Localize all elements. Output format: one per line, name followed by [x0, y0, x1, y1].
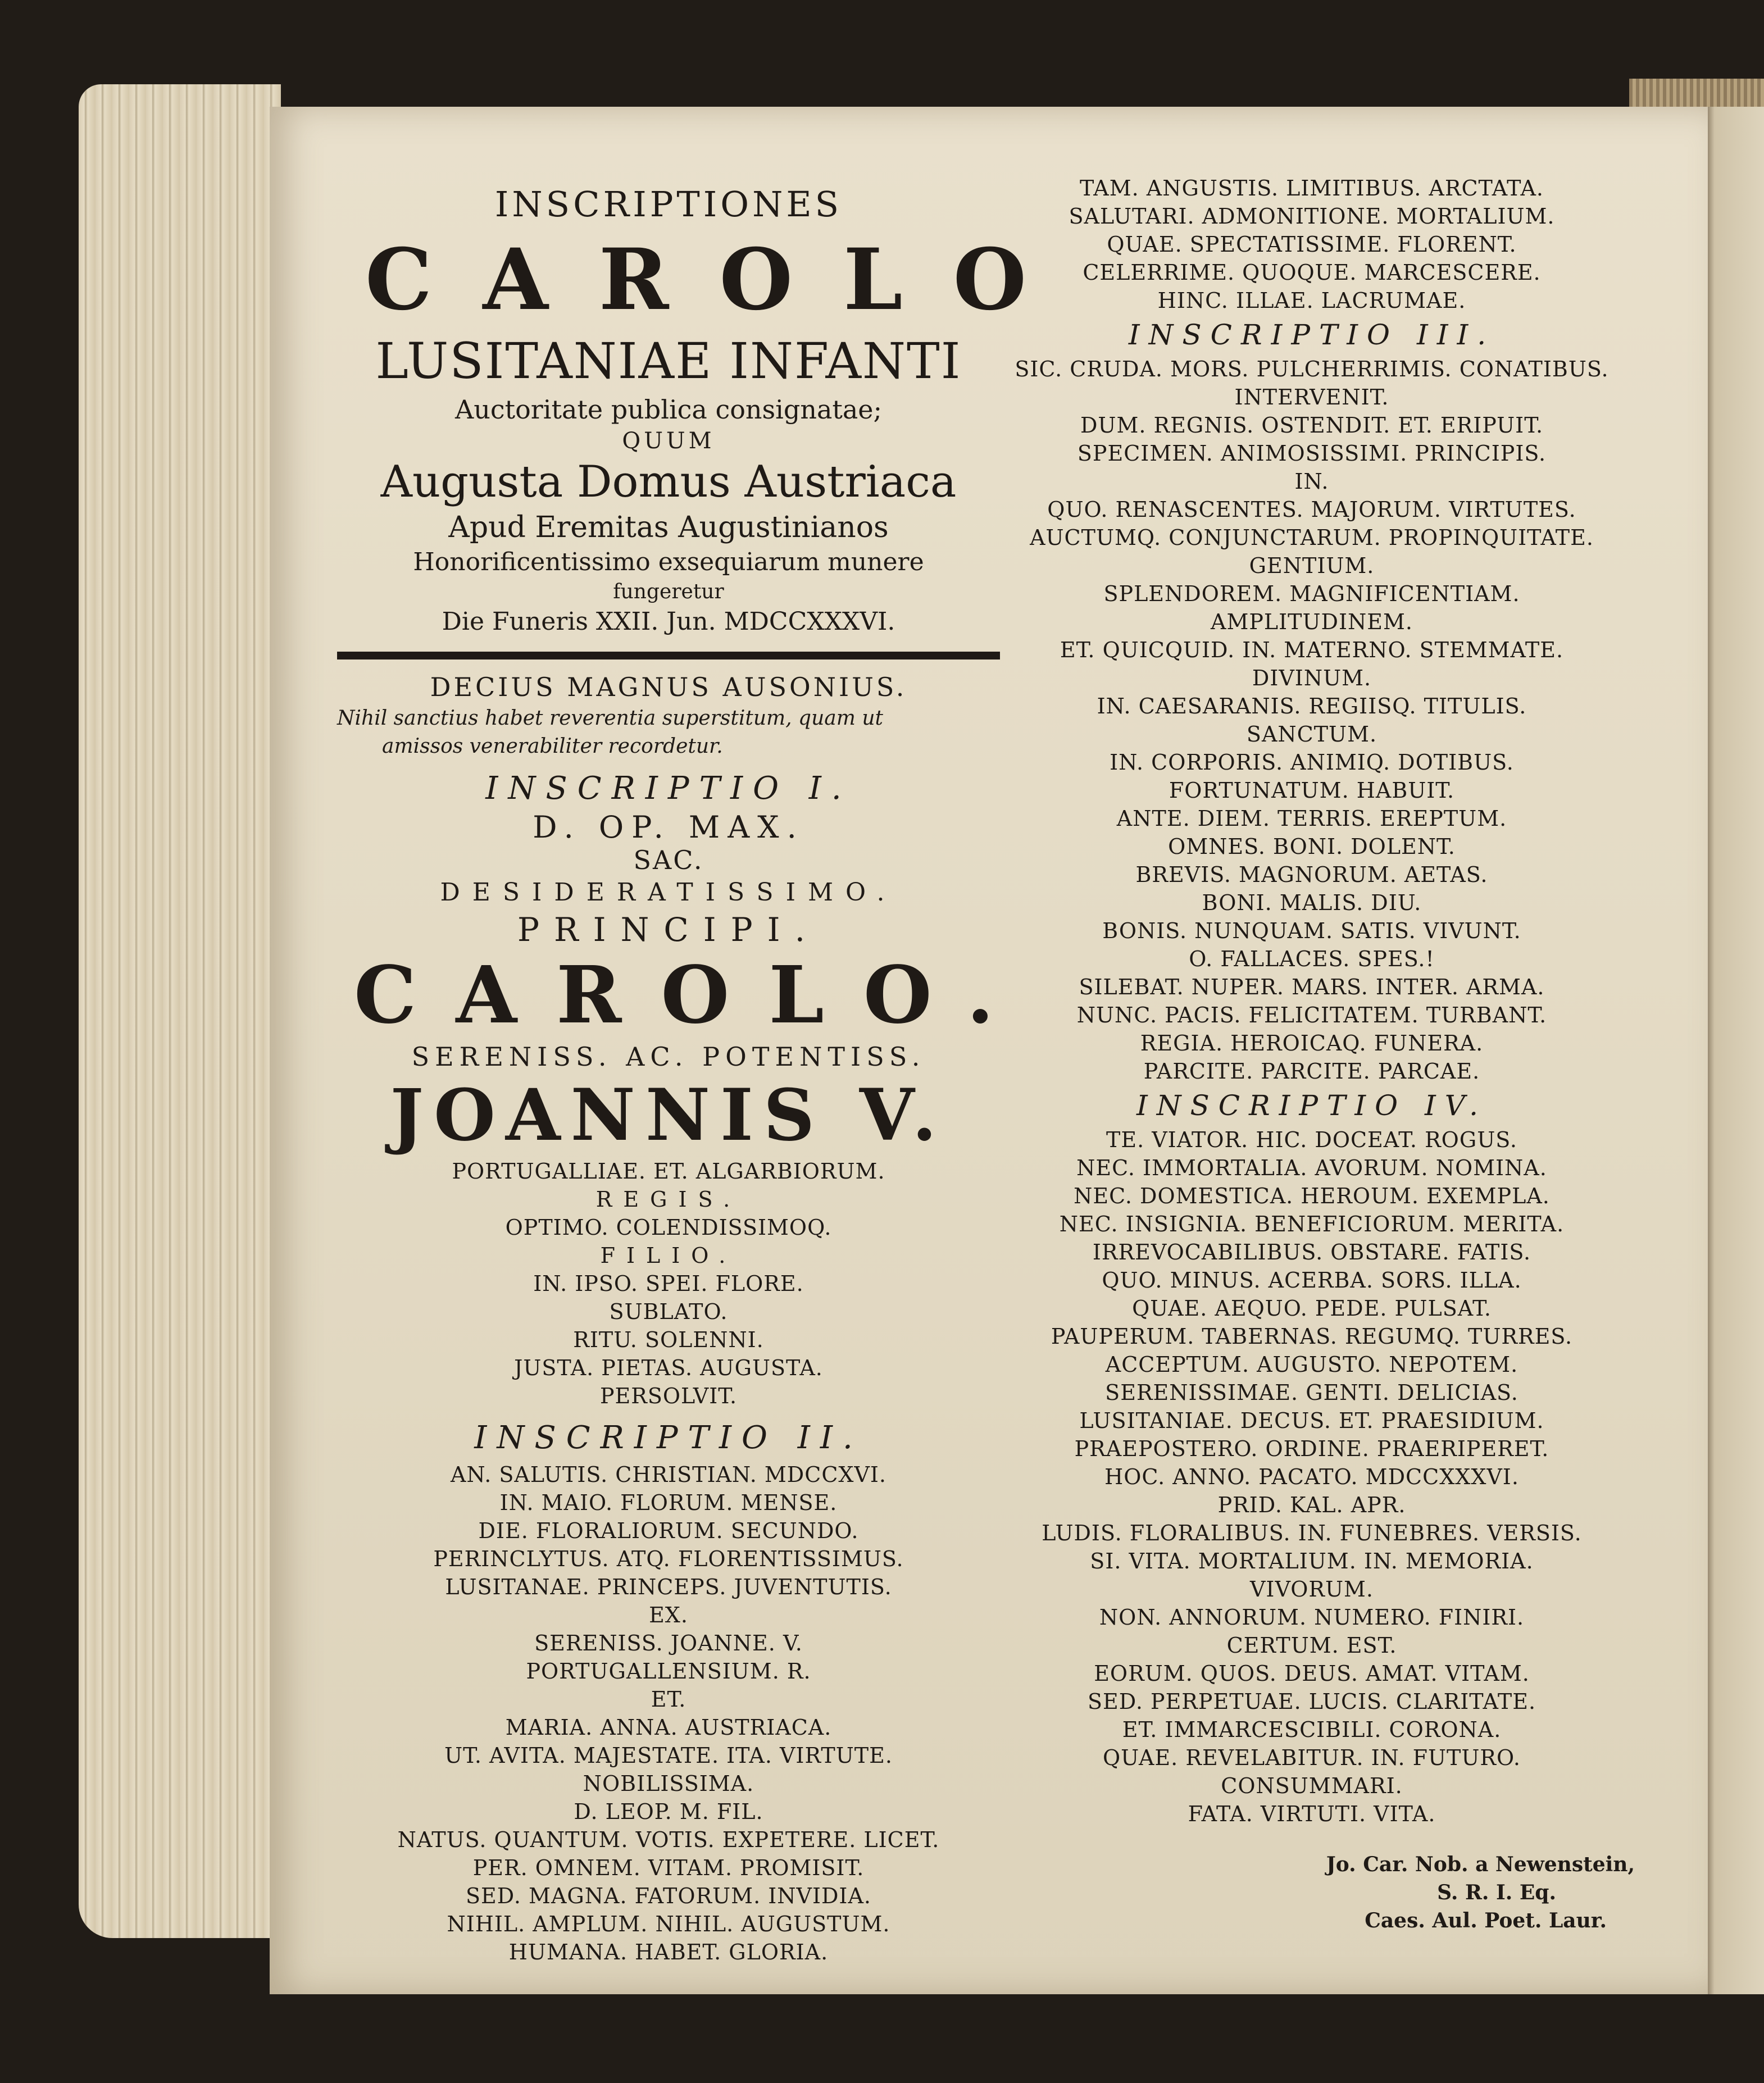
insc3-line: PARCITE. PARCITE. PARCAE.	[1143, 1059, 1480, 1084]
insc4-line: NEC. DOMESTICA. HEROUM. EXEMPLA.	[1074, 1184, 1550, 1208]
insc3-line: QUO. RENASCENTES. MAJORUM. VIRTUTES.	[1047, 497, 1576, 522]
insc1-line: FILIO.	[600, 1243, 737, 1268]
insc3-line: SIC. CRUDA. MORS. PULCHERRIMIS. CONATIBUS.	[1015, 357, 1609, 381]
insc3-line: NUNC. PACIS. FELICITATEM. TURBANT.	[1076, 1003, 1547, 1027]
insc1-name: CAROLO.	[354, 949, 1034, 1042]
insc3-line: ANTE. DIEM. TERRIS. EREPTUM.	[1116, 806, 1507, 831]
insc1-line: PERSOLVIT.	[599, 1384, 738, 1408]
subtitle: LUSITANIAE INFANTI	[375, 332, 962, 390]
insc3-line: SANCTUM.	[1246, 722, 1377, 747]
top-line: TAM. ANGUSTIS. LIMITIBUS. ARCTATA.	[1080, 176, 1544, 201]
insc1-line: REGIS.	[595, 1187, 742, 1212]
insc3-line: SPLENDOREM. MAGNIFICENTIAM.	[1103, 581, 1520, 606]
insc2-line: D. LEOP. M. FIL.	[574, 1799, 763, 1824]
insc3-line: ET. QUICQUID. IN. MATERNO. STEMMATE.	[1060, 638, 1564, 662]
line-honorificentissimo: Honorificentissimo exsequiarum munere	[413, 548, 924, 576]
insc2-line: NIHIL. AMPLUM. NIHIL. AUGUSTUM.	[447, 1912, 890, 1936]
insc3-line: AUCTUMQ. CONJUNCTARUM. PROPINQUITATE.	[1030, 525, 1594, 550]
facing-page	[1702, 107, 1764, 1994]
inscription-title: INSCRIPTIO I.	[485, 770, 852, 807]
insc3-line: GENTIUM.	[1249, 553, 1375, 578]
insc3-line: SPECIMEN. ANIMOSISSIMI. PRINCIPIS.	[1077, 441, 1547, 466]
inscription-title: INSCRIPTIO II.	[474, 1420, 863, 1456]
heading: INSCRIPTIONES	[494, 184, 843, 225]
insc3-line: DUM. REGNIS. OSTENDIT. ET. ERIPUIT.	[1080, 413, 1544, 438]
insc4-line: EORUM. QUOS. DEUS. AMAT. VITAM.	[1094, 1661, 1530, 1686]
insc3-line: OMNES. BONI. DOLENT.	[1168, 834, 1456, 859]
insc3-line: FORTUNATUM. HABUIT.	[1169, 778, 1455, 803]
inscription-title: INSCRIPTIO IV.	[1136, 1089, 1488, 1122]
insc4-line: QUO. MINUS. ACERBA. SORS. ILLA.	[1102, 1268, 1522, 1293]
insc1-line: SERENISS. AC. POTENTISS.	[411, 1042, 926, 1072]
insc2-line: PER. OMNEM. VITAM. PROMISIT.	[472, 1855, 865, 1880]
line-auctoritate: Auctoritate publica consignatae;	[454, 394, 882, 425]
insc4-line: SI. VITA. MORTALIUM. IN. MEMORIA.	[1090, 1549, 1534, 1573]
insc1-king: JOANNIS V.	[390, 1074, 947, 1157]
insc4-line: NEC. IMMORTALIA. AVORUM. NOMINA.	[1076, 1156, 1547, 1180]
line-fungeretur: fungeretur	[613, 580, 724, 603]
quote-author: DECIUS MAGNUS AUSONIUS.	[430, 672, 907, 702]
insc4-line: QUAE. REVELABITUR. IN. FUTURO.	[1102, 1745, 1521, 1770]
insc3-line: IN. CAESARANIS. REGIISQ. TITULIS.	[1097, 694, 1527, 718]
divider-rule	[337, 652, 1000, 660]
insc4-line: HOC. ANNO. PACATO. MDCCXXXVI.	[1104, 1465, 1519, 1489]
signature-line: Caes. Aul. Poet. Laur.	[1365, 1909, 1607, 1932]
insc2-line: PERINCLYTUS. ATQ. FLORENTISSIMUS.	[433, 1547, 904, 1571]
left-column	[315, 180, 1078, 1966]
insc1-line: PORTUGALLIAE. ET. ALGARBIORUM.	[452, 1159, 885, 1184]
insc4-line: PRID. KAL. APR.	[1217, 1493, 1406, 1517]
top-line: CELERRIME. QUOQUE. MARCESCERE.	[1083, 260, 1541, 285]
insc4-line: PAUPERUM. TABERNAS. REGUMQ. TURRES.	[1051, 1324, 1573, 1349]
insc4-line: VIVORUM.	[1249, 1577, 1374, 1602]
line-augusta: Augusta Domus Austriaca	[380, 457, 957, 507]
insc4-line: PRAEPOSTERO. ORDINE. PRAERIPERET.	[1074, 1436, 1549, 1461]
line-date: Die Funeris XXII. Jun. MDCCXXXVI.	[442, 607, 895, 636]
line-apud: Apud Eremitas Augustinianos	[448, 511, 889, 544]
insc3-line: IN. CORPORIS. ANIMIQ. DOTIBUS.	[1110, 750, 1514, 775]
right-column	[989, 174, 1635, 1935]
insc2-line: MARIA. ANNA. AUSTRIACA.	[505, 1715, 832, 1740]
insc1-line: JUSTA. PIETAS. AUGUSTA.	[514, 1356, 823, 1380]
insc2-line: NOBILISSIMA.	[583, 1771, 754, 1796]
insc3-line: AMPLITUDINEM.	[1211, 610, 1413, 634]
insc1-line: SAC.	[633, 845, 704, 875]
insc2-line: UT. AVITA. MAJESTATE. ITA. VIRTUTE.	[444, 1743, 893, 1768]
insc2-line: DIE. FLORALIORUM. SECUNDO.	[478, 1518, 859, 1543]
insc1-line: RITU. SOLENNI.	[573, 1327, 764, 1352]
insc4-line: QUAE. AEQUO. PEDE. PULSAT.	[1132, 1296, 1492, 1321]
top-line: SALUTARI. ADMONITIONE. MORTALIUM.	[1069, 204, 1555, 229]
insc4-line: TE. VIATOR. HIC. DOCEAT. ROGUS.	[1106, 1127, 1517, 1152]
insc3-line: DIVINUM.	[1252, 666, 1372, 690]
insc3-line: REGIA. HEROICAQ. FUNERA.	[1140, 1031, 1484, 1056]
insc2-line: NATUS. QUANTUM. VOTIS. EXPETERE. LICET.	[397, 1827, 940, 1852]
insc4-line: CONSUMMARI.	[1221, 1773, 1403, 1798]
insc2-line: EX.	[649, 1603, 688, 1627]
insc4-line: LUSITANIAE. DECUS. ET. PRAESIDIUM.	[1079, 1408, 1544, 1433]
inscription-title: INSCRIPTIO III.	[1128, 319, 1495, 351]
insc1-line: DESIDERATISSIMO.	[440, 878, 897, 907]
insc1-line: PRINCIPI.	[517, 911, 820, 949]
insc4-line: IRREVOCABILIBUS. OBSTARE. FATIS.	[1092, 1240, 1531, 1265]
insc4-line: LUDIS. FLORALIBUS. IN. FUNEBRES. VERSIS.	[1042, 1521, 1582, 1545]
top-line: HINC. ILLAE. LACRUMAE.	[1157, 288, 1466, 313]
insc2-line: SERENISS. JOANNE. V.	[534, 1631, 803, 1656]
line-quum: QUUM	[622, 428, 715, 454]
insc4-line: FATA. VIRTUTI. VITA.	[1188, 1802, 1436, 1826]
insc3-line: INTERVENIT.	[1234, 385, 1389, 410]
insc1-line: D. OP. MAX.	[533, 809, 804, 845]
insc4-line: CERTUM. EST.	[1226, 1633, 1397, 1658]
insc2-line: HUMANA. HABET. GLORIA.	[508, 1940, 829, 1964]
insc3-line: BONIS. NUNQUAM. SATIS. VIVUNT.	[1102, 918, 1521, 943]
insc4-line: SED. PERPETUAE. LUCIS. CLARITATE.	[1087, 1689, 1536, 1714]
insc1-line: IN. IPSO. SPEI. FLORE.	[533, 1271, 804, 1296]
insc2-line: AN. SALUTIS. CHRISTIAN. MDCCXVI.	[450, 1462, 887, 1487]
title-name: CAROLO	[365, 230, 1078, 329]
insc3-line: BONI. MALIS. DIU.	[1202, 890, 1422, 915]
insc2-line: SED. MAGNA. FATORUM. INVIDIA.	[466, 1884, 871, 1908]
insc2-line: IN. MAIO. FLORUM. MENSE.	[499, 1490, 838, 1515]
insc4-line: NON. ANNORUM. NUMERO. FINIRI.	[1099, 1605, 1525, 1630]
top-line: QUAE. SPECTATISSIME. FLORENT.	[1107, 232, 1517, 257]
insc3-line: SILEBAT. NUPER. MARS. INTER. ARMA.	[1079, 975, 1545, 999]
insc3-line: O. FALLACES. SPES.!	[1189, 947, 1435, 971]
insc4-line: SERENISSIMAE. GENTI. DELICIAS.	[1105, 1380, 1519, 1405]
insc4-line: ET. IMMARCESCIBILI. CORONA.	[1122, 1717, 1502, 1742]
insc1-line: SUBLATO.	[609, 1299, 728, 1324]
quote-line: amissos venerabiliter recordetur.	[382, 735, 723, 758]
insc2-line: LUSITANAE. PRINCEPS. JUVENTUTIS.	[445, 1575, 892, 1599]
insc2-line: ET.	[651, 1687, 686, 1712]
page-edges	[79, 84, 281, 1938]
signature-line: S. R. I. Eq.	[1437, 1881, 1556, 1904]
insc3-line: IN.	[1294, 469, 1329, 494]
insc2-line: PORTUGALLENSIUM. R.	[526, 1659, 811, 1684]
insc3-line: BREVIS. MAGNORUM. AETAS.	[1135, 862, 1488, 887]
signature-line: Jo. Car. Nob. a Newenstein,	[1326, 1853, 1635, 1876]
insc1-line: OPTIMO. COLENDISSIMOQ.	[505, 1215, 832, 1240]
insc4-line: ACCEPTUM. AUGUSTO. NEPOTEM.	[1105, 1352, 1519, 1377]
quote-line: Nihil sanctius habet reverentia superstitum, quam ut	[337, 707, 883, 730]
insc4-line: NEC. INSIGNIA. BENEFICIORUM. MERITA.	[1059, 1212, 1565, 1236]
